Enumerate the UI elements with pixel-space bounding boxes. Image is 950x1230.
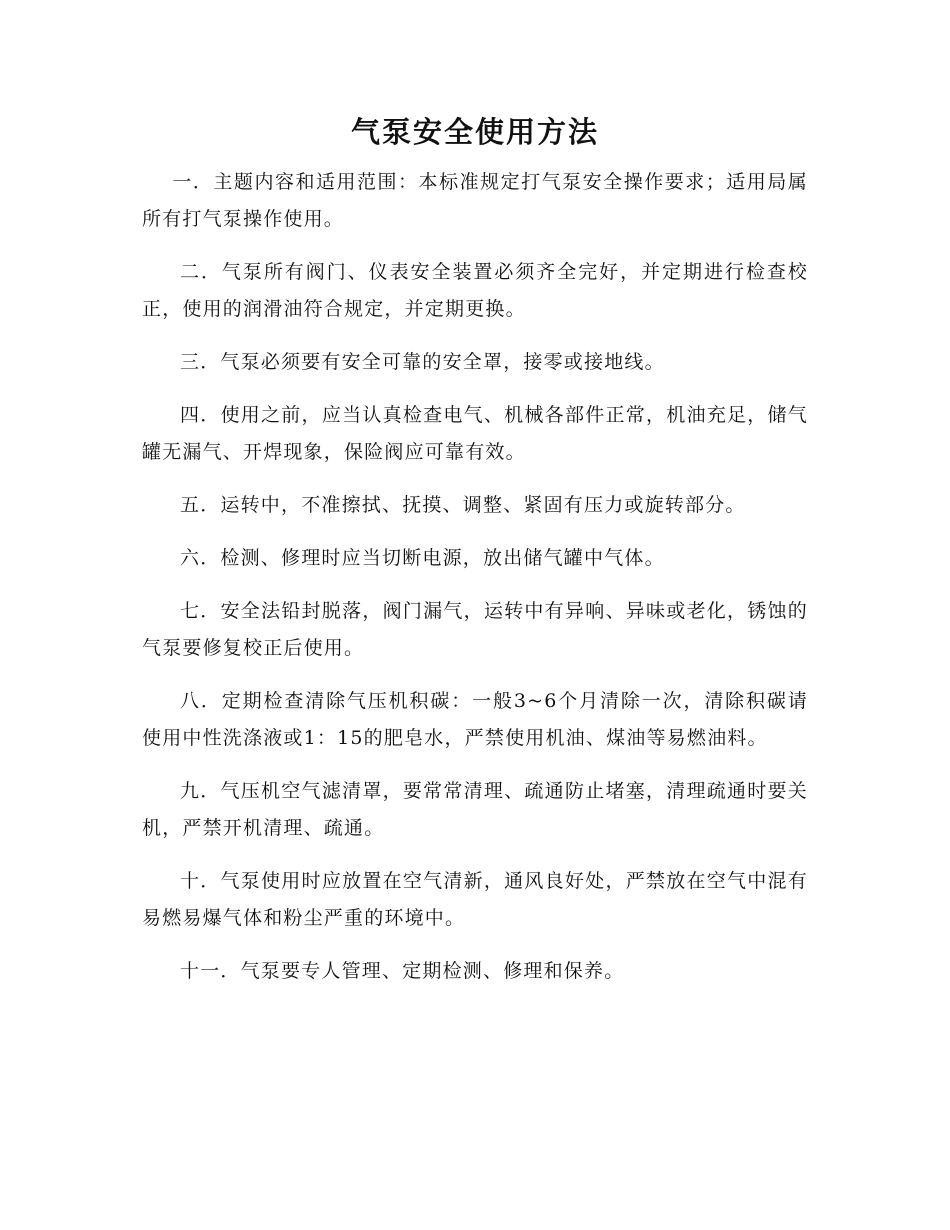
paragraph-8: 八．定期检查清除气压机积碳：一般3~6个月清除一次，清除积碳请使用中性洗涤液或1：15的肥皂水，严禁使用机油、煤油等易燃油料。 xyxy=(142,690,808,749)
paragraph-2: 二．气泵所有阀门、仪表安全装置必须齐全完好，并定期进行检查校正，使用的润滑油符合规定，并定期更换。 xyxy=(142,261,808,320)
paragraph-1: 一．主题内容和适用范围：本标准规定打气泵安全操作要求；适用局属所有打气泵操作使用。 xyxy=(142,171,808,230)
paragraph-10: 十．气泵使用时应放置在空气清新，通风良好处，严禁放在空气中混有易燃易爆气体和粉尘严重的环境中。 xyxy=(142,870,808,929)
document-title: 气泵安全使用方法 xyxy=(350,115,599,149)
paragraph-7: 七．安全法铅封脱落，阀门漏气，运转中有异响、异味或老化，锈蚀的气泵要修复校正后使用。 xyxy=(142,600,808,659)
paragraph-11: 十一．气泵要专人管理、定期检测、修理和保养。 xyxy=(180,960,625,982)
paragraph-4: 四．使用之前，应当认真检查电气、机械各部件正常，机油充足，储气罐无漏气、开焊现象，保险阀应可靠有效。 xyxy=(142,404,808,463)
paragraph-6: 六．检测、修理时应当切断电源，放出储气罐中气体。 xyxy=(180,547,665,569)
paragraph-5: 五．运转中，不准擦拭、抚摸、调整、紧固有压力或旋转部分。 xyxy=(180,494,746,516)
paragraph-3: 三．气泵必须要有安全可靠的安全罩，接零或接地线。 xyxy=(180,351,665,373)
paragraph-9: 九．气压机空气滤清罩，要常常清理、疏通防止堵塞，清理疏通时要关机，严禁开机清理、疏通。 xyxy=(142,780,808,839)
document-body xyxy=(142,164,808,990)
